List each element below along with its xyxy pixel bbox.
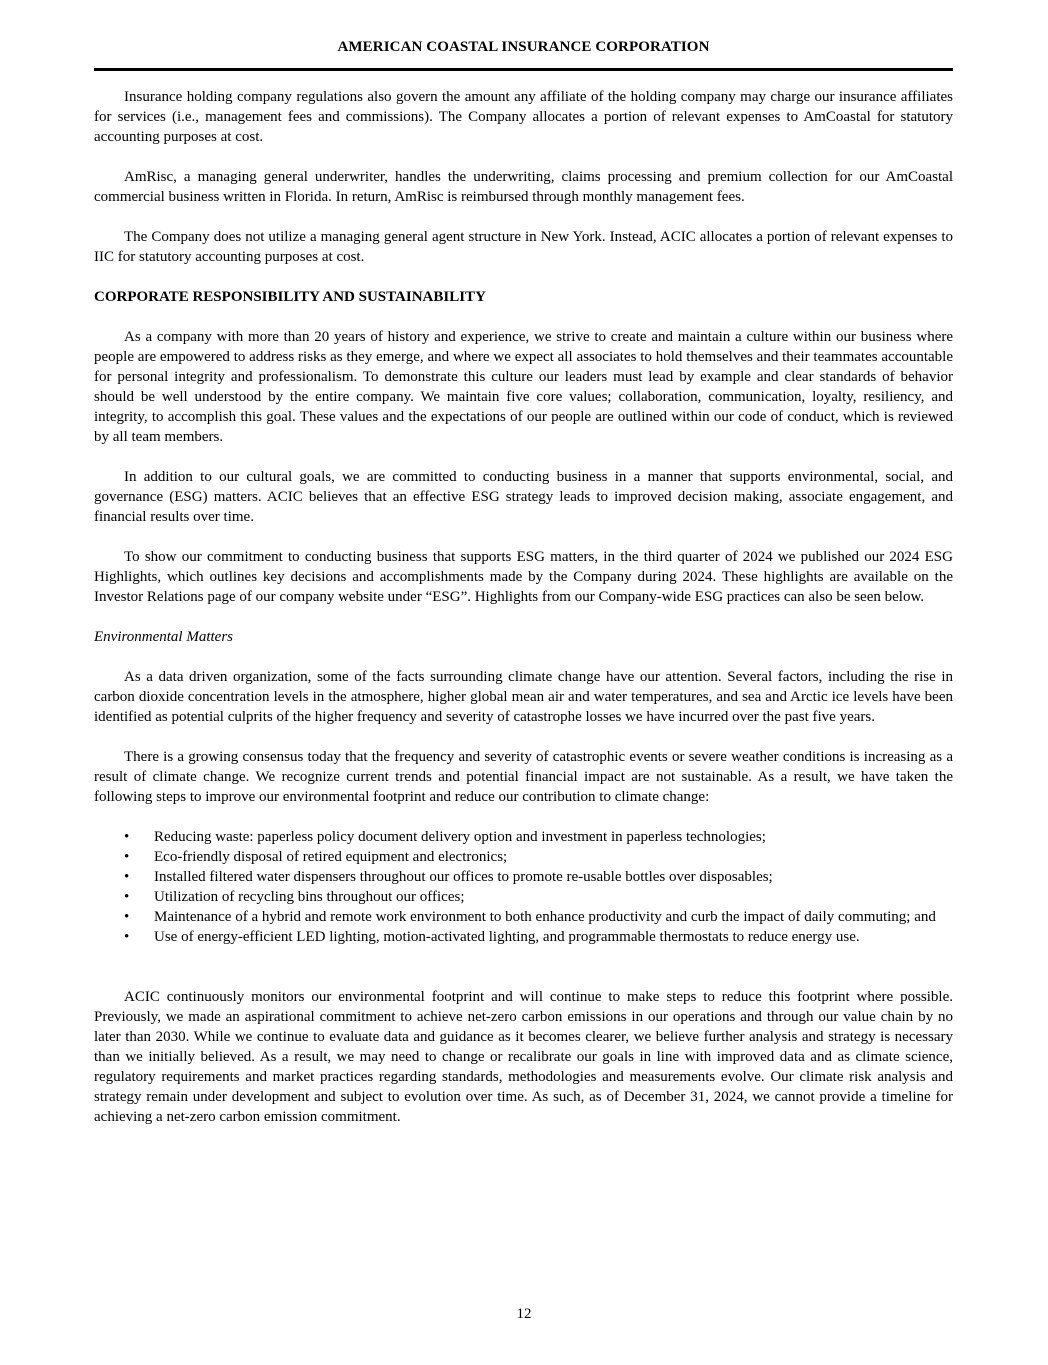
bullet-icon: • (124, 929, 130, 945)
paragraph: There is a growing consensus today that the frequency and severity of catastrophic events or severe weather conditions is increasing as a result of climate change. We recognize current trends and potential financial impact are not sustainable. As a result, we have taken the following steps to improve our environmental footprint and reduce our contribution to climate change: (94, 749, 953, 805)
paragraph: As a data driven organization, some of the facts surrounding climate change have our attention. Several factors, including the rise in carbon dioxide concentration levels in the atmosphere, higher global mean air and water temperatures, and sea and Arctic ice levels have been identified as potential culprits of the higher frequency and severity of catastrophe losses we have incurred over the past five years. (94, 669, 953, 725)
paragraph: The Company does not utilize a managing general agent structure in New York. Instead, ACIC allocates a portion of relevant expenses to IIC for statutory accounting purposes at cost. (94, 229, 953, 265)
section-heading: CORPORATE RESPONSIBILITY AND SUSTAINABILITY (94, 289, 486, 305)
bullet-icon: • (124, 869, 130, 885)
header-rule (94, 68, 953, 71)
list-item-text: Eco-friendly disposal of retired equipment and electronics; (154, 849, 508, 865)
list-item (94, 927, 953, 947)
paragraph: Insurance holding company regulations also govern the amount any affiliate of the holding company may charge our insurance affiliates for services (i.e., management fees and commissions). The Company allocates a portion of relevant expenses to AmCoastal for statutory accounting purposes at cost. (94, 89, 953, 145)
list-item (94, 827, 953, 847)
list-item-text: Utilization of recycling bins throughout our offices; (154, 889, 465, 905)
subheading: Environmental Matters (94, 629, 234, 645)
running-header: AMERICAN COASTAL INSURANCE CORPORATION (337, 39, 710, 55)
paragraph: ACIC continuously monitors our environmental footprint and will continue to make steps to reduce this footprint where possible. Previously, we made an aspirational commitment to achieve net-zero carbon emissions in our operations and through our value chain by no later than 2030. While we continue to evaluate data and guidance as it becomes clearer, we believe further analysis and strategy is necessary than we initially believed. As a result, we may need to change or recalibrate our goals in line with improved data and as climate science, regulatory requirements and market practices regarding standards, methodologies and measurements evolve. Our climate risk analysis and strategy remain under development and subject to evolution over time. As such, as of December 31, 2024, we cannot provide a timeline for achieving a net-zero carbon emission commitment. (94, 989, 953, 1125)
bullet-icon: • (124, 829, 130, 845)
paragraph: As a company with more than 20 years of history and experience, we strive to create and maintain a culture within our business where people are empowered to address risks as they emerge, and where we expect all associates to hold themselves and their teammates accountable for personal integrity and professionalism. To demonstrate this culture our leaders must lead by example and clear standards of behavior should be well understood by the entire company. We maintain five core values; collaboration, communication, loyalty, resiliency, and integrity, to accomplish this goal. These values and the expectations of our people are outlined within our code of conduct, which is reviewed by all team members. (94, 329, 953, 445)
list-item-text: Use of energy-efficient LED lighting, motion-activated lighting, and programmable thermostats to reduce energy use. (154, 929, 860, 945)
list-item-text: Maintenance of a hybrid and remote work environment to both enhance productivity and curb the impact of daily commuting; and (154, 909, 936, 925)
bullet-list (94, 827, 953, 947)
list-item-text: Installed filtered water dispensers throughout our offices to promote re-usable bottles over disposables; (154, 869, 773, 885)
paragraph: AmRisc, a managing general underwriter, handles the underwriting, claims processing and premium collection for our AmCoastal commercial business written in Florida. In return, AmRisc is reimbursed through monthly management fees. (94, 169, 953, 205)
list-item (94, 907, 953, 927)
list-item (94, 867, 953, 887)
list-item (94, 887, 953, 907)
page-body (94, 87, 953, 1147)
bullet-icon: • (124, 849, 130, 865)
page-number: 12 (516, 1306, 532, 1322)
bullet-icon: • (124, 909, 130, 925)
paragraph: In addition to our cultural goals, we are committed to conducting business in a manner that supports environmental, social, and governance (ESG) matters. ACIC believes that an effective ESG strategy leads to improved decision making, associate engagement, and financial results over time. (94, 469, 953, 525)
list-item-text: Reducing waste: paperless policy document delivery option and investment in paperless technologies; (154, 829, 766, 845)
paragraph: To show our commitment to conducting business that supports ESG matters, in the third quarter of 2024 we published our 2024 ESG Highlights, which outlines key decisions and accomplishments made by the Company during 2024. These highlights are available on the Investor Relations page of our company website under “ESG”. Highlights from our Company-wide ESG practices can also be seen below. (94, 549, 953, 605)
bullet-icon: • (124, 889, 130, 905)
list-item (94, 847, 953, 867)
